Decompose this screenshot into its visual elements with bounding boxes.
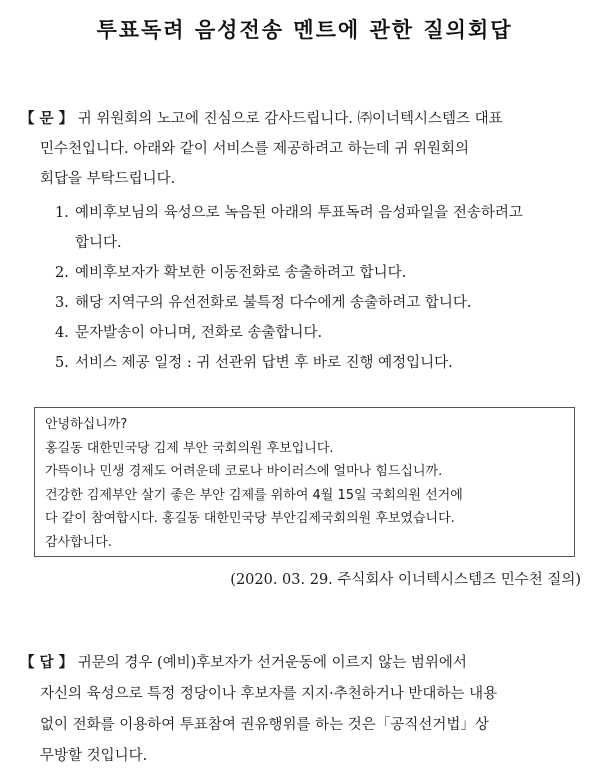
- list-item: 1. 예비후보님의 육성으로 녹음된 아래의 투표독려 음성파일을 전송하려고 합니다.: [55, 205, 523, 251]
- answer-line-4: 무방할 것입니다.: [40, 748, 148, 764]
- speech-line: 다 같이 참여합시다. 홍길동 대한민국당 부안김제국회의원 후보였습니다.: [45, 511, 455, 526]
- question-line-2: 민수천입니다. 아래와 같이 서비스를 제공하려고 하는데 귀 위원회의: [40, 141, 470, 157]
- question-label: 【 문 】: [20, 111, 74, 127]
- list-item: 4. 문자발송이 아니며, 전화로 송출합니다.: [55, 325, 323, 341]
- answer-line-1: 【 답 】 귀문의 경우 (예비)후보자가 선거운동에 이르지 않는 범위에서: [20, 655, 467, 671]
- speech-script-box: [34, 407, 575, 557]
- answer-line-2: 자신의 육성으로 특정 정당이나 후보자를 지지·추천하거나 반대하는 내용: [40, 686, 498, 702]
- question-line-3: 회답을 부탁드립니다.: [40, 171, 176, 187]
- question-paragraph: [20, 104, 503, 194]
- speech-line: 감사합니다.: [45, 534, 112, 550]
- speech-line: 가뜩이나 민생 경제도 어려운데 코로나 바이러스에 얼마나 힘드십니까.: [45, 464, 443, 479]
- question-signature: (2020. 03. 29. 주식회사 이너텍시스템즈 민수천 질의): [230, 572, 581, 588]
- answer-label: 【 답 】: [20, 655, 74, 671]
- speech-line: 안녕하십니까?: [45, 417, 128, 432]
- question-line-1: 【 문 】 귀 위원회의 노고에 진심으로 감사드립니다. ㈜이너텍시스템즈 대표: [20, 111, 503, 127]
- list-item: 2. 예비후보자가 확보한 이동전화로 송출하려고 합니다.: [55, 265, 407, 281]
- question-items-list: [55, 198, 523, 378]
- speech-line: 건강한 김제부안 살기 좋은 부안 김제를 위하여 4월 15일 국회의원 선거에: [45, 487, 463, 503]
- list-item: 3. 해당 지역구의 유선전화로 불특정 다수에게 송출하려고 합니다.: [55, 295, 472, 311]
- speech-line: 홍길동 대한민국당 김제 부안 국회의원 후보입니다.: [45, 440, 334, 456]
- answer-paragraph: [20, 648, 497, 772]
- list-item: 5. 서비스 제공 일정 : 귀 선관위 답변 후 바로 진행 예정입니다.: [55, 355, 453, 371]
- document-title: 투표독려 음성전송 멘트에 관한 질의회답: [96, 18, 513, 42]
- answer-line-3: 없이 전화를 이용하여 투표참여 권유행위를 하는 것은「공직선거법」상: [40, 717, 489, 733]
